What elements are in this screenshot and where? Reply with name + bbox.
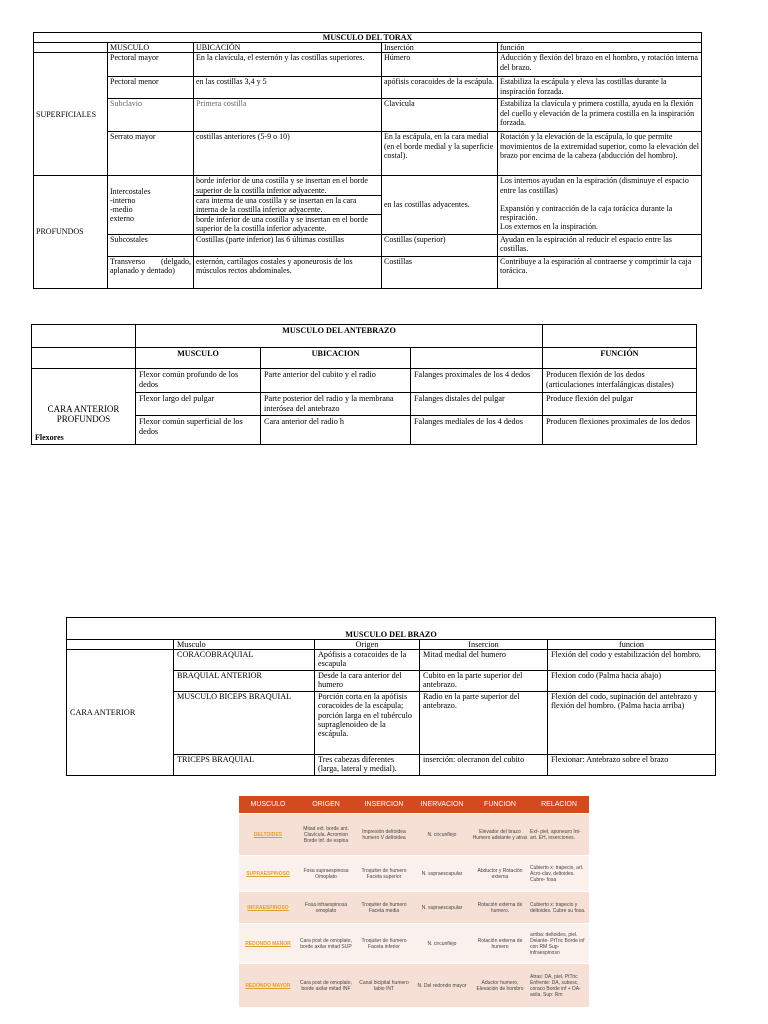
- funcion-cell: Producen flexión de los dedos (articulaciones interfalángicas distales): [543, 369, 697, 393]
- ubicacion-cell: esternón, cartílagos costales y aponeurosis de los músculos rectos abdominales.: [194, 256, 382, 288]
- funcion-cell: Flexión del codo, supinación del antebrazo y flexión del hombro. (Palma hacia arriba): [548, 692, 716, 755]
- musculo-cell: Pectoral mayor: [108, 53, 194, 77]
- image-inervacion-cell: N. circunflejo: [413, 924, 471, 964]
- empty-cell: [411, 348, 543, 369]
- image-origen-cell: Fosa infraespinosa omoplato: [297, 892, 355, 924]
- insercion-cell: Falanges mediales de los 4 dedos: [411, 416, 543, 445]
- forearm-title: MUSCULO DEL ANTEBRAZO: [136, 325, 543, 348]
- image-origen-cell: Cara post de omoplato, borde axilar mitad SUP: [297, 924, 355, 964]
- musculo-cell: Serrato mayor: [108, 132, 194, 176]
- insercion-cell: Húmero: [382, 53, 498, 77]
- ubicacion-cell: costillas anteriores (5-9 o 10): [194, 132, 382, 176]
- forearm-table: [31, 324, 697, 445]
- insercion-cell: Falanges distales del pulgar: [411, 393, 543, 416]
- insercion-cell: Falanges proximales de los 4 dedos: [411, 369, 543, 393]
- empty-cell: [34, 43, 108, 53]
- image-origen-cell: Mitad ext. borde ant. Clavícula. Acromion Borde inf. de espina: [297, 814, 355, 856]
- image-funcion-cell: Rotación externa de humero.: [471, 892, 529, 924]
- image-origen-cell: Cara post de omoplato, borde axilar mitad INF: [297, 964, 355, 1008]
- origen-cell: Porción corta en la apófisis coracoides de la escápula; porción larga en el tubérculo supraglenoideo de la escápula.: [315, 692, 420, 755]
- image-funcion-cell: Aductor humero, Elevación de hombro: [471, 964, 529, 1008]
- empty-cell: [543, 325, 697, 348]
- header-origen: Origen: [315, 640, 420, 650]
- group-profundos: PROFUNDOS: [34, 176, 108, 288]
- group-cara-anterior: CARA ANTERIOR PROFUNDOS: [47, 403, 120, 424]
- funcion-cell: Aducción y flexión del brazo en el hombro, y rotación interna del brazo.: [498, 53, 702, 77]
- musculo-cell: TRICEPS BRAQUIAL: [174, 755, 315, 776]
- image-relacion-cell: Ext- piel, aponeuro Int- art. EH, inserciones.: [529, 814, 589, 856]
- insercion-cell: En la escápula, en la cara medial (en el borde medial y la superficie costal).: [382, 132, 498, 176]
- image-inervacion-cell: N. supraescapular: [413, 856, 471, 892]
- thorax-title: MUSCULO DEL TORAX: [34, 33, 702, 43]
- image-musculo-cell: REDONDO MENOR: [239, 924, 297, 964]
- image-musculo-cell: SUPRAESPINOSO: [239, 856, 297, 892]
- image-insercion-cell: Canal bicipital humero labio INT: [355, 964, 413, 1008]
- empty-cell: [67, 640, 174, 650]
- musculo-cell: Flexor largo del pulgar: [136, 393, 261, 416]
- insercion-cell: Costillas: [382, 256, 498, 288]
- origen-cell: Tres cabezas diferentes (larga, lateral y medial).: [315, 755, 420, 776]
- header-musculo: MUSCULO: [136, 348, 261, 369]
- header-musculo: Musculo: [174, 640, 315, 650]
- funcion-cell: Flexión del codo y estabilización del hombro.: [548, 650, 716, 671]
- image-insercion-cell: Troquiter de humero Faceta superior: [355, 856, 413, 892]
- musculo-cell: Subcostales: [108, 234, 194, 256]
- musculo-cell: BRAQUIAL ANTERIOR: [174, 671, 315, 692]
- image-header-musculo: MUSCULO: [239, 796, 297, 814]
- header-musculo: MUSCULO: [108, 43, 194, 53]
- musculo-cell: Transverso (delgado, aplanado y dentado): [108, 256, 194, 288]
- ubicacion-cell: Costillas (parte inferior) las 6 últimas costillas: [194, 234, 382, 256]
- musculo-cell: MUSCULO BICEPS BRAQUIAL: [174, 692, 315, 755]
- image-musculo-cell: DELTOIDES: [239, 814, 297, 856]
- ubicacion-cell: Cara anterior del radio h: [261, 416, 411, 445]
- arm-table: [66, 617, 716, 776]
- ubicacion-cell: En la clavícula, el esternón y las costillas superiores.: [194, 53, 382, 77]
- image-inervacion-cell: N. Del redondo mayor: [413, 964, 471, 1008]
- image-funcion-cell: Rotación externa de humero: [471, 924, 529, 964]
- funcion-cell: Los internos ayudan en la espiración (disminuye el espacio entre las costillas) Expansión y contracción de la caja torácica durante la respiración. Los externos en la inspiración.: [498, 176, 702, 234]
- shoulder-muscles-image-table: [239, 796, 589, 1008]
- funcion-cell: Ayudan en la espiración al reducir el espacio entre las costillas.: [498, 234, 702, 256]
- funcion-cell: Estabiliza la escápula y eleva las costillas durante la inspiración forzada.: [498, 77, 702, 99]
- insercion-cell: Clavícula: [382, 99, 498, 132]
- ubicacion-cell: cara interna de una costilla y se insertan en la cara interna de la costilla inferior adyacente.: [194, 195, 382, 214]
- image-relacion-cell: arriba: deltoides, piel. Delante- PtTric Borde inf con RM Sup- infraespinoso: [529, 924, 589, 964]
- ubicacion-cell: borde inferior de una costilla y se insertan en el borde superior de la costilla inferior adyacente.: [194, 176, 382, 195]
- empty-cell: [32, 325, 136, 348]
- image-header-inervacion: INERVACION: [413, 796, 471, 814]
- image-insercion-cell: Troquiter de humero Faceta inferior: [355, 924, 413, 964]
- funcion-cell: Producen flexiones proximales de los dedos: [543, 416, 697, 445]
- image-inervacion-cell: N. circunflejo: [413, 814, 471, 856]
- image-insercion-cell: Troquiter de humero Faceta media: [355, 892, 413, 924]
- image-header-insercion: INSERCION: [355, 796, 413, 814]
- musculo-cell: Pectoral menor: [108, 77, 194, 99]
- group-superficiales: SUPERFICIALES: [34, 53, 108, 176]
- insercion-cell: Cubito en la parte superior del antebrazo.: [420, 671, 548, 692]
- funcion-cell: Flexion codo (Palma hacia abajo): [548, 671, 716, 692]
- image-funcion-cell: Abductor y Rotación externa: [471, 856, 529, 892]
- header-insercion: Inserción: [382, 43, 498, 53]
- header-funcion: funcion: [548, 640, 716, 650]
- insercion-cell: inserción: olecranon del cubito: [420, 755, 548, 776]
- musculo-cell: Flexor común profundo de los dedos: [136, 369, 261, 393]
- forearm-group-cell: [32, 369, 136, 445]
- image-musculo-cell: REDONDO MAYOR: [239, 964, 297, 1008]
- image-musculo-cell: INFRAESPINOSO: [239, 892, 297, 924]
- image-header-funcion: FUNCION: [471, 796, 529, 814]
- image-header-relacion: RELACION: [529, 796, 589, 814]
- arm-title: MUSCULO DEL BRAZO: [67, 618, 716, 640]
- thorax-table: [33, 32, 702, 289]
- image-header-origen: ORIGEN: [297, 796, 355, 814]
- image-insercion-cell: Impresión deltoidea humero V deltoidea: [355, 814, 413, 856]
- musculo-cell: CORACOBRAQUIAL: [174, 650, 315, 671]
- header-insercion: Insercion: [420, 640, 548, 650]
- ubicacion-cell: Parte anterior del cubito y el radio: [261, 369, 411, 393]
- flexores-label: Flexores: [35, 433, 64, 442]
- ubicacion-cell: en las costillas 3,4 y 5: [194, 77, 382, 99]
- ubicacion-cell: Primera costilla: [194, 99, 382, 132]
- insercion-cell: Mitad medial del humero: [420, 650, 548, 671]
- musculo-cell: Flexor común superficial de los dedos: [136, 416, 261, 445]
- image-relacion-cell: Atras: DA, piel, PtTric Enfrente: DA, subesc, coraco Borde inf + DA-axila. Sup: Rm: [529, 964, 589, 1008]
- ubicacion-cell: borde inferior de una costilla y se insertan en el borde superior de la costilla inferior adyacente.: [194, 215, 382, 234]
- ubicacion-cell: Parte posterior del radio y la membrana interósea del antebrazo: [261, 393, 411, 416]
- image-origen-cell: Fosa supraespinosa Omoplato: [297, 856, 355, 892]
- header-ubicacion: UBICACION: [261, 348, 411, 369]
- funcion-cell: Rotación y la elevación de la escápula, lo que permite movimientos de la extremidad superior, como la elevación del brazo por encima de la cabeza (abducción del hombro).: [498, 132, 702, 176]
- group-cara-anterior: CARA ANTERIOR: [67, 650, 174, 776]
- funcion-cell: Contribuye a la espiración al contraerse y comprimir la caja torácica.: [498, 256, 702, 288]
- origen-cell: Apófisis a coracoides de la escapula: [315, 650, 420, 671]
- funcion-cell: Estabiliza la clavícula y primera costilla, ayuda en la flexión del cuello y elevación de la primera costilla en la inspiración forzada.: [498, 99, 702, 132]
- insercion-cell: Radio en la parte superior del antebrazo.: [420, 692, 548, 755]
- insercion-cell: Costillas (superior): [382, 234, 498, 256]
- empty-cell: [32, 348, 136, 369]
- header-ubicacion: UBICACIÓN: [194, 43, 382, 53]
- musculo-cell: Subclavio: [108, 99, 194, 132]
- image-funcion-cell: Elevador del brazo Humero adelante y atras: [471, 814, 529, 856]
- funcion-cell: Produce flexión del pulgar: [543, 393, 697, 416]
- insercion-cell: apófisis coracoides de la escápula.: [382, 77, 498, 99]
- insercion-cell: en las costillas adyacentes.: [382, 176, 498, 234]
- funcion-cell: Flexionar: Antebrazo sobre el brazo: [548, 755, 716, 776]
- image-inervacion-cell: N. supraescapular: [413, 892, 471, 924]
- image-relacion-cell: Cubierto x: trapecio y deltoides. Cubre su fosa.: [529, 892, 589, 924]
- origen-cell: Desde la cara anterior del humero: [315, 671, 420, 692]
- header-funcion: función: [498, 43, 702, 53]
- image-relacion-cell: Cubierto x: trapecio, art. Acro-clav, deltoides. Cubre- fosa: [529, 856, 589, 892]
- musculo-cell: Intercostales -interno -medio externo: [108, 176, 194, 234]
- header-funcion: FUNCIÓN: [543, 348, 697, 369]
